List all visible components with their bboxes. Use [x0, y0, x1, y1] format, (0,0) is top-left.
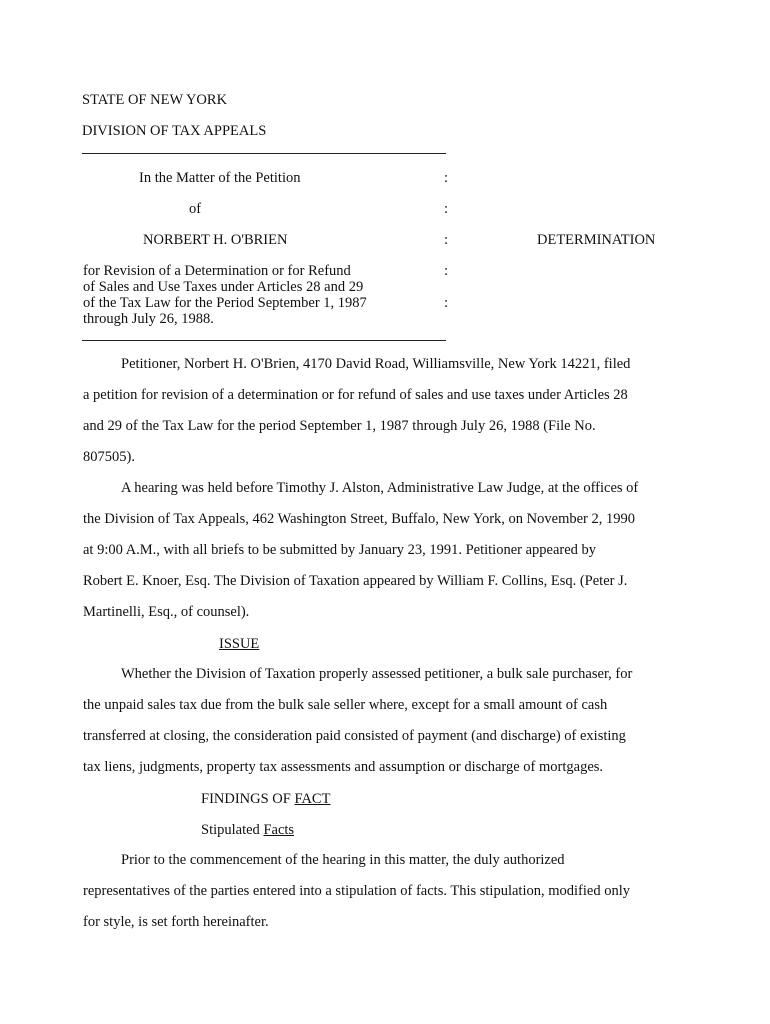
caption-purpose-line: for Revision of a Determination or for Refund	[83, 263, 351, 279]
caption-of: of	[189, 201, 202, 217]
stipulated-underlined: Facts	[263, 822, 295, 838]
determination-label: DETERMINATION	[537, 232, 656, 248]
issue-paragraph	[83, 659, 663, 783]
findings-heading-underlined: FACT	[294, 791, 331, 807]
stipulated-facts-heading	[201, 822, 294, 839]
stipulated-prefix: Stipulated	[201, 822, 264, 838]
findings-heading-prefix: FINDINGS OF	[201, 791, 295, 807]
issue-heading: ISSUE	[219, 636, 260, 652]
paragraph-line: representatives of the parties entered into a stipulation of facts. This stipulation, modified only	[83, 883, 630, 899]
hearing-paragraph	[83, 473, 663, 628]
paragraph-line: Martinelli, Esq., of counsel).	[83, 604, 250, 620]
caption-colon: :	[444, 263, 449, 279]
caption-colon: :	[444, 295, 449, 311]
stipulation-paragraph	[83, 845, 663, 938]
paragraph-line: tax liens, judgments, property tax assessments and assumption or discharge of mortgages.	[83, 759, 604, 775]
paragraph-line: for style, is set forth hereinafter.	[83, 914, 269, 930]
petitioner-name: NORBERT H. O'BRIEN	[143, 232, 288, 248]
caption-colon: :	[444, 232, 449, 248]
caption-colon: :	[444, 201, 449, 217]
state-heading: STATE OF NEW YORK	[82, 92, 228, 108]
caption-matter: In the Matter of the Petition	[139, 170, 301, 186]
paragraph-line: 807505).	[83, 449, 135, 465]
caption-purpose	[83, 263, 367, 327]
findings-heading	[201, 791, 330, 808]
division-heading: DIVISION OF TAX APPEALS	[82, 123, 267, 139]
paragraph-line: Petitioner, Norbert H. O'Brien, 4170 David Road, Williamsville, New York 14221, filed	[121, 356, 631, 372]
caption-purpose-line: of Sales and Use Taxes under Articles 28 and 29	[83, 279, 364, 295]
petition-paragraph	[83, 349, 663, 473]
caption-purpose-line: of the Tax Law for the Period September 1, 1987	[83, 295, 367, 311]
paragraph-line: Prior to the commencement of the hearing in this matter, the duly authorized	[121, 852, 565, 868]
caption-purpose-line: through July 26, 1988.	[83, 311, 214, 327]
paragraph-line: at 9:00 A.M., with all briefs to be submitted by January 23, 1991. Petitioner appeared by	[83, 542, 597, 558]
caption-bottom-rule	[82, 340, 446, 341]
paragraph-line: Robert E. Knoer, Esq. The Division of Taxation appeared by William F. Collins, Esq. (Peter J.	[83, 573, 628, 589]
paragraph-line: and 29 of the Tax Law for the period September 1, 1987 through July 26, 1988 (File No.	[83, 418, 596, 434]
paragraph-line: transferred at closing, the consideration paid consisted of payment (and discharge) of existing	[83, 728, 626, 744]
paragraph-line: the Division of Tax Appeals, 462 Washington Street, Buffalo, New York, on November 2, 1990	[83, 511, 635, 527]
paragraph-line: A hearing was held before Timothy J. Alston, Administrative Law Judge, at the offices of	[121, 480, 639, 496]
paragraph-line: Whether the Division of Taxation properly assessed petitioner, a bulk sale purchaser, for	[121, 666, 633, 682]
caption-top-rule	[82, 153, 446, 154]
paragraph-line: a petition for revision of a determination or for refund of sales and use taxes under Articles 28	[83, 387, 628, 403]
caption-colon: :	[444, 170, 449, 186]
paragraph-line: the unpaid sales tax due from the bulk sale seller where, except for a small amount of cash	[83, 697, 608, 713]
